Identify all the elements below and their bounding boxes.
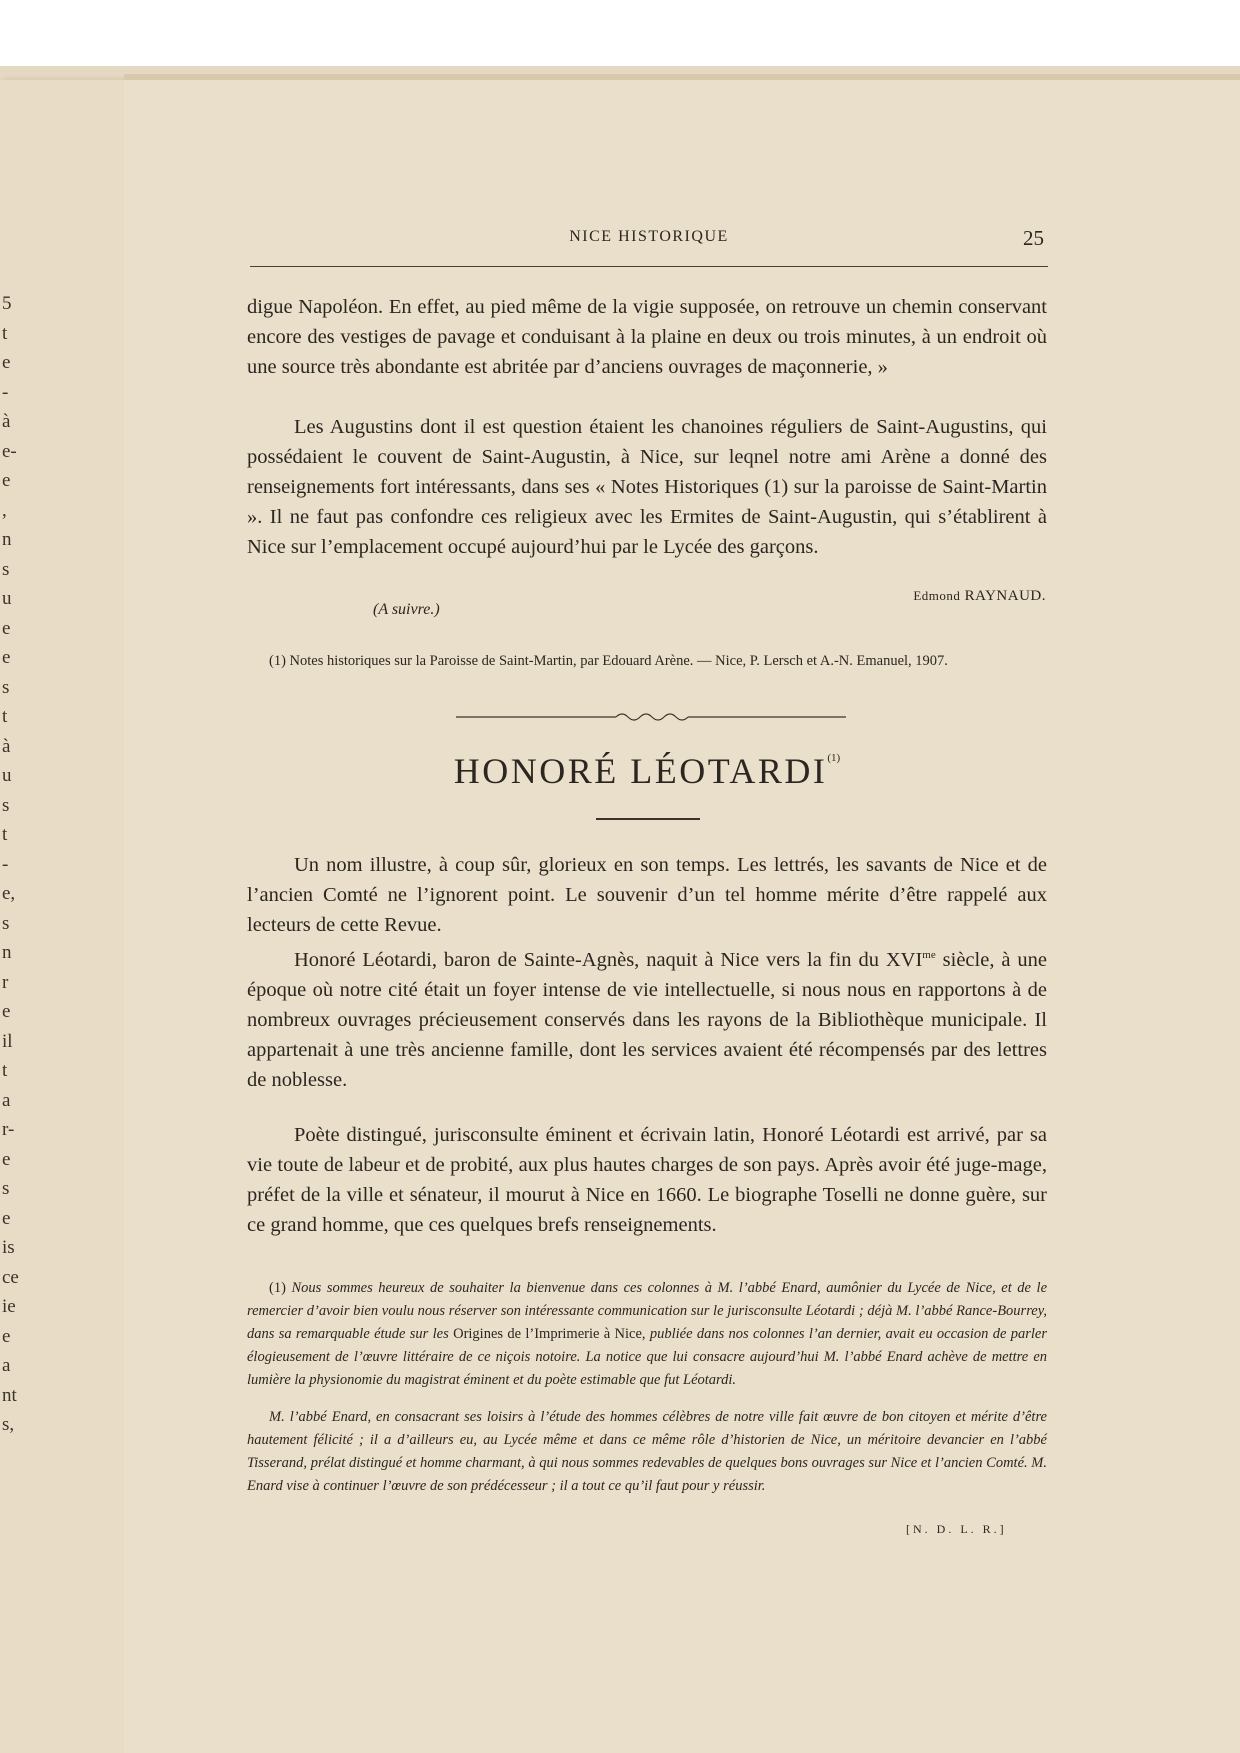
- left-page-fragment: ie: [2, 1296, 16, 1317]
- signature-last-name: RAYNAUD.: [964, 588, 1046, 604]
- left-page-fragment: t: [2, 322, 8, 344]
- left-page-fragment: r: [2, 971, 9, 993]
- running-header: [250, 226, 1048, 267]
- author-signature: [846, 588, 1046, 605]
- running-title: NICE HISTORIQUE: [569, 228, 729, 245]
- left-page-fragment: 5: [2, 293, 12, 314]
- signature-first-name: Edmond: [913, 588, 961, 603]
- left-page-fragment: t: [2, 824, 8, 845]
- left-page-fragment: -: [2, 853, 9, 875]
- left-page-fragment: r-: [2, 1119, 15, 1140]
- left-page-fragment: nt: [2, 1384, 17, 1406]
- article-title-text: HONORÉ LÉOTARDI: [453, 751, 828, 791]
- left-page-fragment: e: [2, 1148, 11, 1170]
- body-paragraph-augustins: Les Augustins dont il est question étaient les chanoines réguliers de Saint-Augustins, qui possédaient le couvent de Saint-Augustin, à Nice, sur leqnel notre ami Arène a donné des renseignements fort intéressants, dans ses « Notes Historiques (1) sur la paroisse de Saint-Martin ». Il ne faut pas confondre ces religieux avec les Ermites de Saint-Augustin, qui s’établirent à Nice sur l’emplacement occupé aujourd’hui par le Lycée des garçons.: [247, 416, 1047, 558]
- article-paragraph-2: [247, 940, 1047, 1095]
- left-page-fragment: ,: [2, 499, 7, 521]
- left-page-fragment: s: [2, 1178, 10, 1199]
- left-page-fragment: n: [2, 942, 12, 963]
- left-page-fragment: n: [2, 529, 12, 550]
- left-page-fragment: s: [2, 912, 10, 934]
- left-page-fragment: u: [2, 588, 12, 609]
- to-be-continued: (A suivre.): [373, 601, 440, 618]
- left-page-fragment: -: [2, 381, 9, 403]
- note-mark: (1): [269, 1280, 286, 1296]
- footnote-notes-historiques: (1) Notes historiques sur la Paroisse de Saint-Martin, par Edouard Arène. — Nice, P. Lersch et A.-N. Emanuel, 1907.: [269, 653, 948, 669]
- left-page-fragment: à: [2, 735, 11, 757]
- century-superscript: me: [922, 949, 936, 961]
- left-page-fragment: il: [2, 1030, 13, 1052]
- left-page-fragment: e: [2, 617, 11, 639]
- left-page-fragment: is: [2, 1237, 15, 1258]
- left-page-fragment: s: [2, 676, 10, 698]
- article-paragraph-1: Un nom illustre, à coup sûr, glorieux en son temps. Les lettrés, les savants de Nice et de l’ancien Comté ne l’ignorent point. Le souvenir d’un tel homme mérite d’être rappelé aux lecteurs de cette Revue.: [247, 854, 1047, 936]
- note-1-part-a: Nous sommes heureux de souhaiter la bienvenue dans ces colonnes à M. l’abbé Enard, aumônier du Lycée de Nice, et de le remercier d’avoir bien voulu nous réserver son intéressante communication sur le jurisconsulte Léotardi ; déjà M. l’abbé Rance-Bourrey, dans sa remarquable étude sur les: [247, 1280, 1048, 1342]
- paragraph-2-start: Honoré Léotardi, baron de Sainte-Agnès, naquit à Nice vers la fin du XVI: [294, 948, 923, 971]
- editor-note-1: [247, 1277, 1047, 1392]
- ornamental-divider: [456, 710, 846, 724]
- left-page-fragment: s,: [2, 1414, 15, 1435]
- left-page-fragment: e: [2, 1001, 11, 1022]
- title-underline: [596, 818, 700, 820]
- left-page-fragment: à: [2, 411, 11, 432]
- left-page-edge: [0, 80, 126, 1753]
- left-page-fragment: e: [2, 470, 11, 491]
- editor-note-2: M. l’abbé Enard, en consacrant ses loisirs à l’étude des hommes célèbres de notre ville fait œuvre de bon citoyen et mérite d’être hautement félicité ; il a d’ailleurs eu, au Lycée même et dans ce même rôle d’historien de Nice, un méritoire devancier en l’abbé Tisserand, prélat distingué et homme charmant, à qui nous sommes redevables de quelques bons ouvrages sur Nice et l’ancien Comté. M. Enard vise à continuer l’œuvre de son prédécesseur ; il a tout ce qu’il faut pour y réussir.: [247, 1409, 1047, 1494]
- article-paragraph-3: Poète distingué, jurisconsulte éminent et écrivain latin, Honoré Léotardi est arrivé, par sa vie toute de labeur et de probité, aux plus hautes charges de son pays. Après avoir été juge-mage, préfet de la ville et sénateur, il mourut à Nice en 1660. Le biographe Toselli ne donne guère, sur ce grand homme, que ces quelques brefs renseignements.: [247, 1124, 1047, 1236]
- left-page-fragment: a: [2, 1089, 11, 1111]
- left-page-fragment: u: [2, 765, 12, 786]
- left-page-fragment: s: [2, 794, 10, 816]
- left-page-fragment: s: [2, 558, 10, 580]
- left-page-fragment: e: [2, 352, 11, 373]
- body-paragraph-continuation: digue Napoléon. En effet, au pied même de la vigie supposée, on retrouve un chemin conservant encore des vestiges de pavage et conduisant à la plaine en deux ou trois minutes, à un endroit où une source très abondante est abritée par d’anciens ouvrages de maçonnerie, »: [247, 296, 1047, 378]
- note-1-book-title: Origines de l’Imprimerie à Nice,: [453, 1326, 646, 1342]
- left-page-fragment: t: [2, 1060, 8, 1081]
- left-page-fragment: e,: [2, 883, 16, 904]
- article-title: [247, 750, 1047, 792]
- note-1-part-c: publiée dans nos colonnes l’an dernier, avait eu occasion de parler élogieusement de l’œuvre littéraire de ce niçois notoire. La notice que lui consacre aujourd’hui M. l’abbé Enard achève de mettre en lumière la physionomie du magistrat éminent et du poète estimable que fut Léotardi.: [247, 1326, 1048, 1388]
- title-footnote-mark: (1): [827, 752, 841, 764]
- paragraph-2-rest: siècle, à une époque où notre cité était un foyer intense de vie intellectuelle, si nous nous en rapportons à de nombreux ouvrages précieusement conservés dans les rayons de la Bibliothèque municipale. Il appartenait à une très ancienne famille, dont les services avaient été récompensés par des lettres de noblesse.: [247, 948, 1047, 1091]
- left-page-fragment: t: [2, 706, 8, 727]
- left-page-fragment: a: [2, 1355, 11, 1376]
- left-page-fragment: ce: [2, 1266, 19, 1288]
- left-page-fragment: e: [2, 1325, 11, 1347]
- left-page-fragment: e: [2, 647, 11, 668]
- editor-signoff: [N. D. L. R.]: [906, 1522, 1007, 1536]
- left-page-fragment: e: [2, 1207, 11, 1229]
- left-page-fragment: e-: [2, 440, 17, 462]
- page-number: 25: [1023, 226, 1044, 250]
